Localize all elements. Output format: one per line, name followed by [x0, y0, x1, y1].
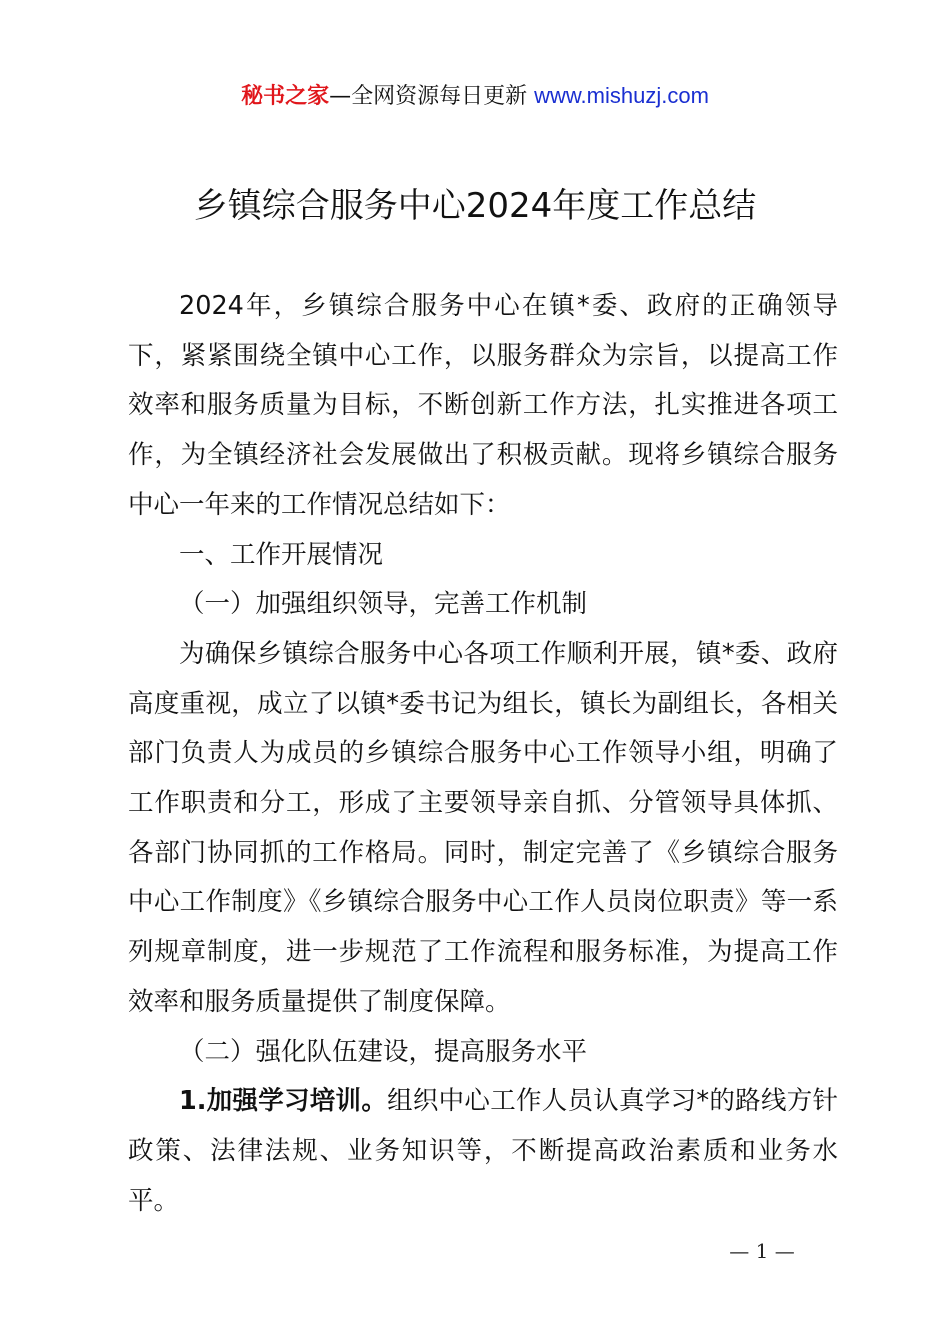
body-paragraph-organization: 为确保乡镇综合服务中心各项工作顺利开展，镇*委、政府高度重视，成立了以镇*委书记为组长，镇长为副组长，各相关部门负责人为成员的乡镇综合服务中心工作领导小组，明确了工作职责和分工，形成了主要领导亲自抓、分管领导具体抓、各部门协同抓的工作格局。同时，制定完善了《乡镇综合服务中心工作制度》《乡镇综合服务中心工作人员岗位职责》等一系列规章制度，进一步规范了工作流程和服务标准，为提高工作效率和服务质量提供了制度保障。: [128, 638, 838, 1017]
document-body: [128, 282, 838, 1226]
item-text-1: 组织中心工作人员认真学习*的路线方针政策、法律法规、业务知识等，不断提高政治素质和业务水平。: [128, 1086, 838, 1216]
site-tagline: —全网资源每日更新: [329, 84, 535, 109]
page-number: — 1 —: [729, 1239, 795, 1263]
subsection-heading-1: （一）加强组织领导，完善工作机制: [179, 589, 588, 620]
site-url-link[interactable]: www.mishuzj.com: [534, 83, 709, 108]
site-header: [0, 80, 950, 113]
intro-paragraph: 2024年，乡镇综合服务中心在镇*委、政府的正确领导下，紧紧围绕全镇中心工作，以服务群众为宗旨，以提高工作效率和服务质量为目标，不断创新工作方法，扎实推进各项工作，为全镇经济社会发展做出了积极贡献。现将乡镇综合服务中心一年来的工作情况总结如下：: [128, 291, 838, 520]
item-lead-1: 1.加强学习培训。: [179, 1086, 388, 1117]
subsection-heading-2: （二）强化队伍建设，提高服务水平: [179, 1036, 588, 1067]
section-heading-1: 一、工作开展情况: [179, 539, 384, 570]
item-paragraph-1: [128, 1077, 838, 1226]
document-title: 乡镇综合服务中心2024年度工作总结: [193, 186, 757, 226]
site-brand: 秘书之家: [241, 84, 330, 109]
